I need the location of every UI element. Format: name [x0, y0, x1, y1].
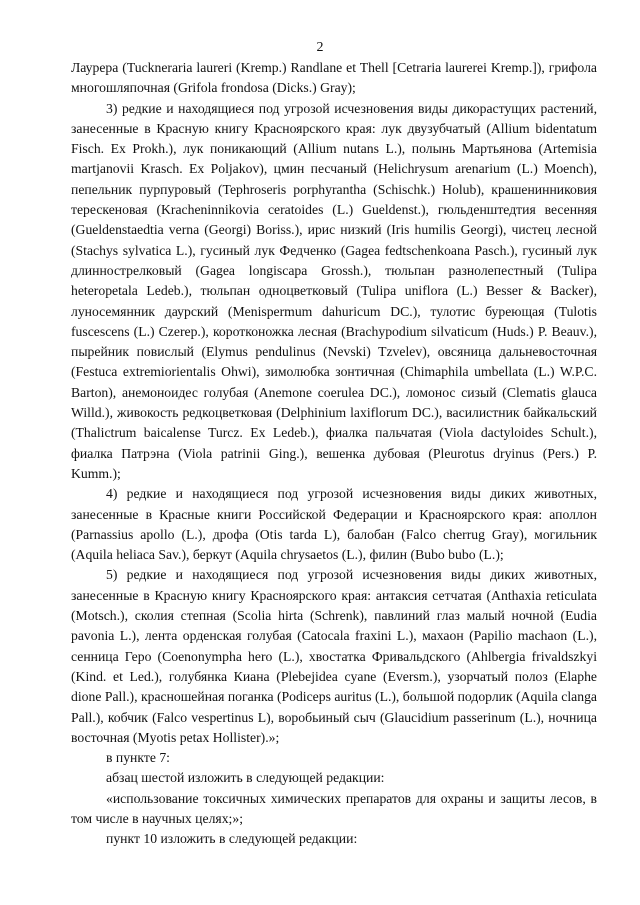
paragraph-item-3-plants: 3) редкие и находящиеся под угрозой исчезновения виды дикорастущих растений, занесенные в Красную книгу Красноярского края: лук двузубчатый (Allium bidentatum Fisch. Ex Prokh.), лук поникающий (Allium nutans L.), полынь Мартьянова (Artemisia martjanovii Krasch. Ex Poljakov), цмин песчаный (Helichrysum arenarium (L.) Moench), пепельник пурпуровый (Tephroseris porphyrantha (Schischk.) Holub), крашенинниковия терескеновая (Krachenіnnikovia ceratoides (L.) Gueldenst.), гюльденштедтия весенняя (Gueldenstaedtia verna (Georgi) Boriss.), ирис низкий (Iris humilis Georgi), чистец лесной (Stachys sylvatica L.), гусиный лук Федченко (Gagea fedtschenkoana Pasch.), гусиный лук длиннострелковый (Gagea longiscapa Grossh.), тюльпан разнолепестный (Tulipa heteropetala Ledeb.), тюльпан одноцветковый (Tulipa uniflora (L.) Besser & Backer), луносемянник даурский (Menispermum dahuricum DC.), тулотис буреющая (Tulotis fuscescens (L.) Czerep.), коротконожка лесная (Brachypodium silvaticum (Huds.) P. Beauv.), пырейник повислый (Elymus pendulinus (Nevski) Tzvelev), овсяница дальневосточная (Festuca extremiorientalis Ohwi), зимолюбка зонтичная (Chimaphila umbellata (L.) W.P.C. Barton), анемоноидес голубая (Anemone coerulea DC.), ломонос сизый (Clematis glauca Willd.), живокость редкоцветковая (Delphinium laxiflorum DC.), василистник байкальский (Thalictrum baicalense Turcz. Ex Ledeb.), фиалка пальчатая (Viola dactyloides Schult.), фиалка Патрэна (Viola patrinii Ging.), вешенка дубовая (Pleurotus dryinus (Pers.) P. Kumm.);: [71, 100, 597, 481]
paragraph-item-4-animals-rf: 4) редкие и находящиеся под угрозой исчезновения виды диких животных, занесенные в Красные книги Российской Федерации и Красноярского края: аполлон (Parnassius apollo (L.), дрофа (Otis tarda L), балобан (Falco cherrug Gray), могильник (Aquila heliaca Sav.), беркут (Aquila chrysaetos (L.), филин (Bubo bubo (L.);: [71, 486, 597, 563]
paragraph-point-10: пункт 10 изложить в следующей редакции:: [106, 831, 358, 847]
paragraph-continuation: Лаурера (Tuckneraria laureri (Kremp.) Randlane et Thell [Cetraria laurerei Kremp.]), грифола многошляпочная (Grifola frondosa (Dicks.) Gray);: [71, 60, 597, 96]
document-body: [71, 58, 597, 850]
page-number: 2: [316, 40, 324, 55]
paragraph-quote: «использование токсичных химических препаратов для охраны и защиты лесов, в том числе в научных целях;»;: [71, 790, 597, 826]
paragraph-point-7: в пункте 7:: [106, 750, 170, 766]
paragraph-abzac-6: абзац шестой изложить в следующей редакции:: [106, 770, 385, 786]
paragraph-item-5-animals-kk: 5) редкие и находящиеся под угрозой исчезновения виды диких животных, занесенные в Красную книгу Красноярского края: антаксия сетчатая (Anthaxia reticulata (Motsch.), сколия степная (Scolia hirta (Schrenk), павлиний глаз малый ночной (Eudia pavonia L.), лента орденская голубая (Catocala fraxini L.), махаон (Papilio machaon (L.), сенница Геро (Coenonympha hero (L.), хвостатка Фривальдского (Ahlbergia frivaldszkyi (Kind. et Led.), голубянка Киана (Plebejidea cyane (Eversm.), узорчатый полоз (Elaphe dione Pall.), красношейная поганка (Podiceps auritus (L.), большой подорлик (Aquila clanga Pall.), кобчик (Falco vespertinus L), воробьиный сыч (Glaucidium passerinum (L.), ночница восточная (Myotis petax Hollister).»;: [71, 567, 598, 745]
